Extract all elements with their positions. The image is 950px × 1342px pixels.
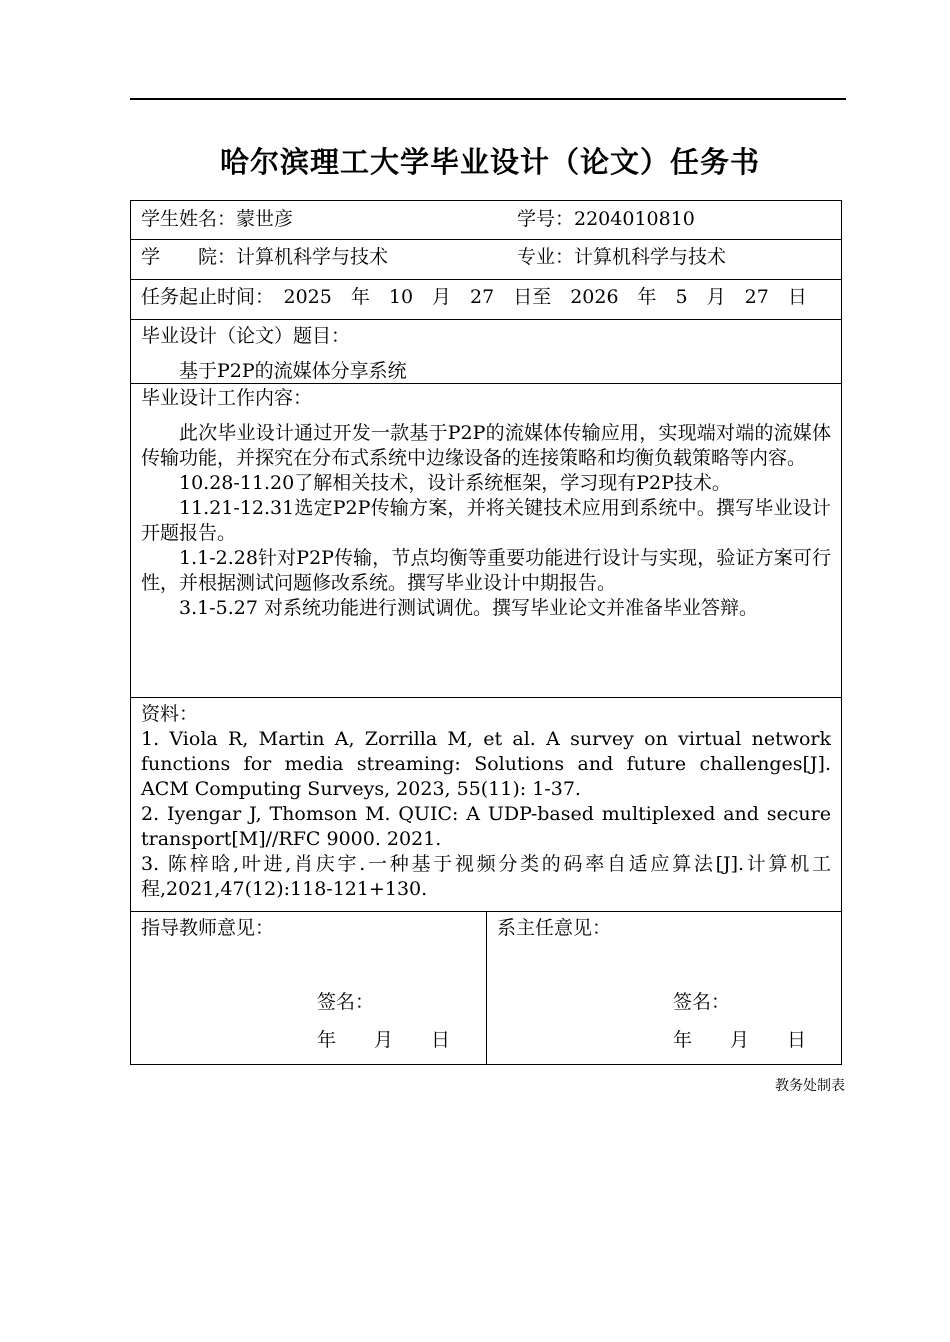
references-label: 资料： [141, 703, 199, 725]
reference-item: 1. Viola R, Martin A, Zorrilla M, et al. A survey on virtual network functions for media streaming: Solutions and future challenges[J]. ACM Computing Surveys, 2023, 55(11): 1-37. [141, 728, 831, 800]
content-paragraph: 10.28-11.20了解相关技术，设计系统框架，学习现有P2P技术。 [179, 472, 731, 494]
dept-head-date-label: 年 月 日 [673, 1029, 807, 1051]
topic-value: 基于P2P的流媒体分享系统 [179, 360, 407, 382]
advisor-opinion-cell [131, 912, 486, 1064]
task-period: 任务起止时间： 2025 年 10 月 27 日至 2026 年 5 月 27 日 [141, 286, 807, 308]
topic-label: 毕业设计（论文）题目： [141, 325, 351, 347]
dept-head-signature-label: 签名： [673, 991, 731, 1013]
top-rule [130, 98, 846, 100]
reference-item: 2. Iyengar J, Thomson M. QUIC: A UDP-based multiplexed and secure transport[M]//RFC 9000. 2021. [141, 803, 831, 850]
row-topic [131, 320, 841, 384]
content-paragraph: 1.1-2.28针对P2P传输，节点均衡等重要功能进行设计与实现，验证方案可行性，并根据测试问题修改系统。撰写毕业设计中期报告。 [141, 547, 831, 594]
row-content [131, 384, 841, 698]
row-references [131, 698, 841, 912]
row-period [131, 280, 841, 320]
document-title: 哈尔滨理工大学毕业设计（论文）任务书 [219, 145, 760, 179]
advisor-signature-label: 签名： [317, 991, 375, 1013]
content-label: 毕业设计工作内容： [141, 387, 313, 409]
dept-head-opinion-cell [486, 912, 841, 1064]
student-name: 学生姓名：蒙世彦 [141, 208, 294, 230]
major-field: 专业：计算机科学与技术 [517, 246, 727, 268]
content-paragraph: 3.1-5.27 对系统功能进行测试调优。撰写毕业论文并准备毕业答辩。 [179, 597, 758, 619]
dept-head-opinion-label: 系主任意见： [497, 917, 612, 939]
task-form [130, 200, 842, 1065]
college-field: 学 院：计算机科学与技术 [141, 246, 389, 268]
row-student [131, 201, 841, 240]
row-signatures [131, 912, 841, 1064]
advisor-date-label: 年 月 日 [317, 1029, 451, 1051]
content-paragraph: 此次毕业设计通过开发一款基于P2P的流媒体传输应用，实现端对端的流媒体传输功能，并探究在分布式系统中边缘设备的连接策略和均衡负载策略等内容。 [141, 422, 831, 469]
advisor-opinion-label: 指导教师意见： [141, 917, 275, 939]
row-college [131, 240, 841, 280]
reference-item: 3. 陈梓晗,叶进,肖庆宇.一种基于视频分类的码率自适应算法[J].计算机工程,2021,47(12):118-121+130. [141, 853, 831, 900]
content-paragraph: 11.21-12.31选定P2P传输方案，并将关键技术应用到系统中。撰写毕业设计开题报告。 [141, 497, 831, 544]
student-id: 学号：2204010810 [517, 208, 695, 230]
footer-note: 教务处制表 [775, 1078, 845, 1094]
